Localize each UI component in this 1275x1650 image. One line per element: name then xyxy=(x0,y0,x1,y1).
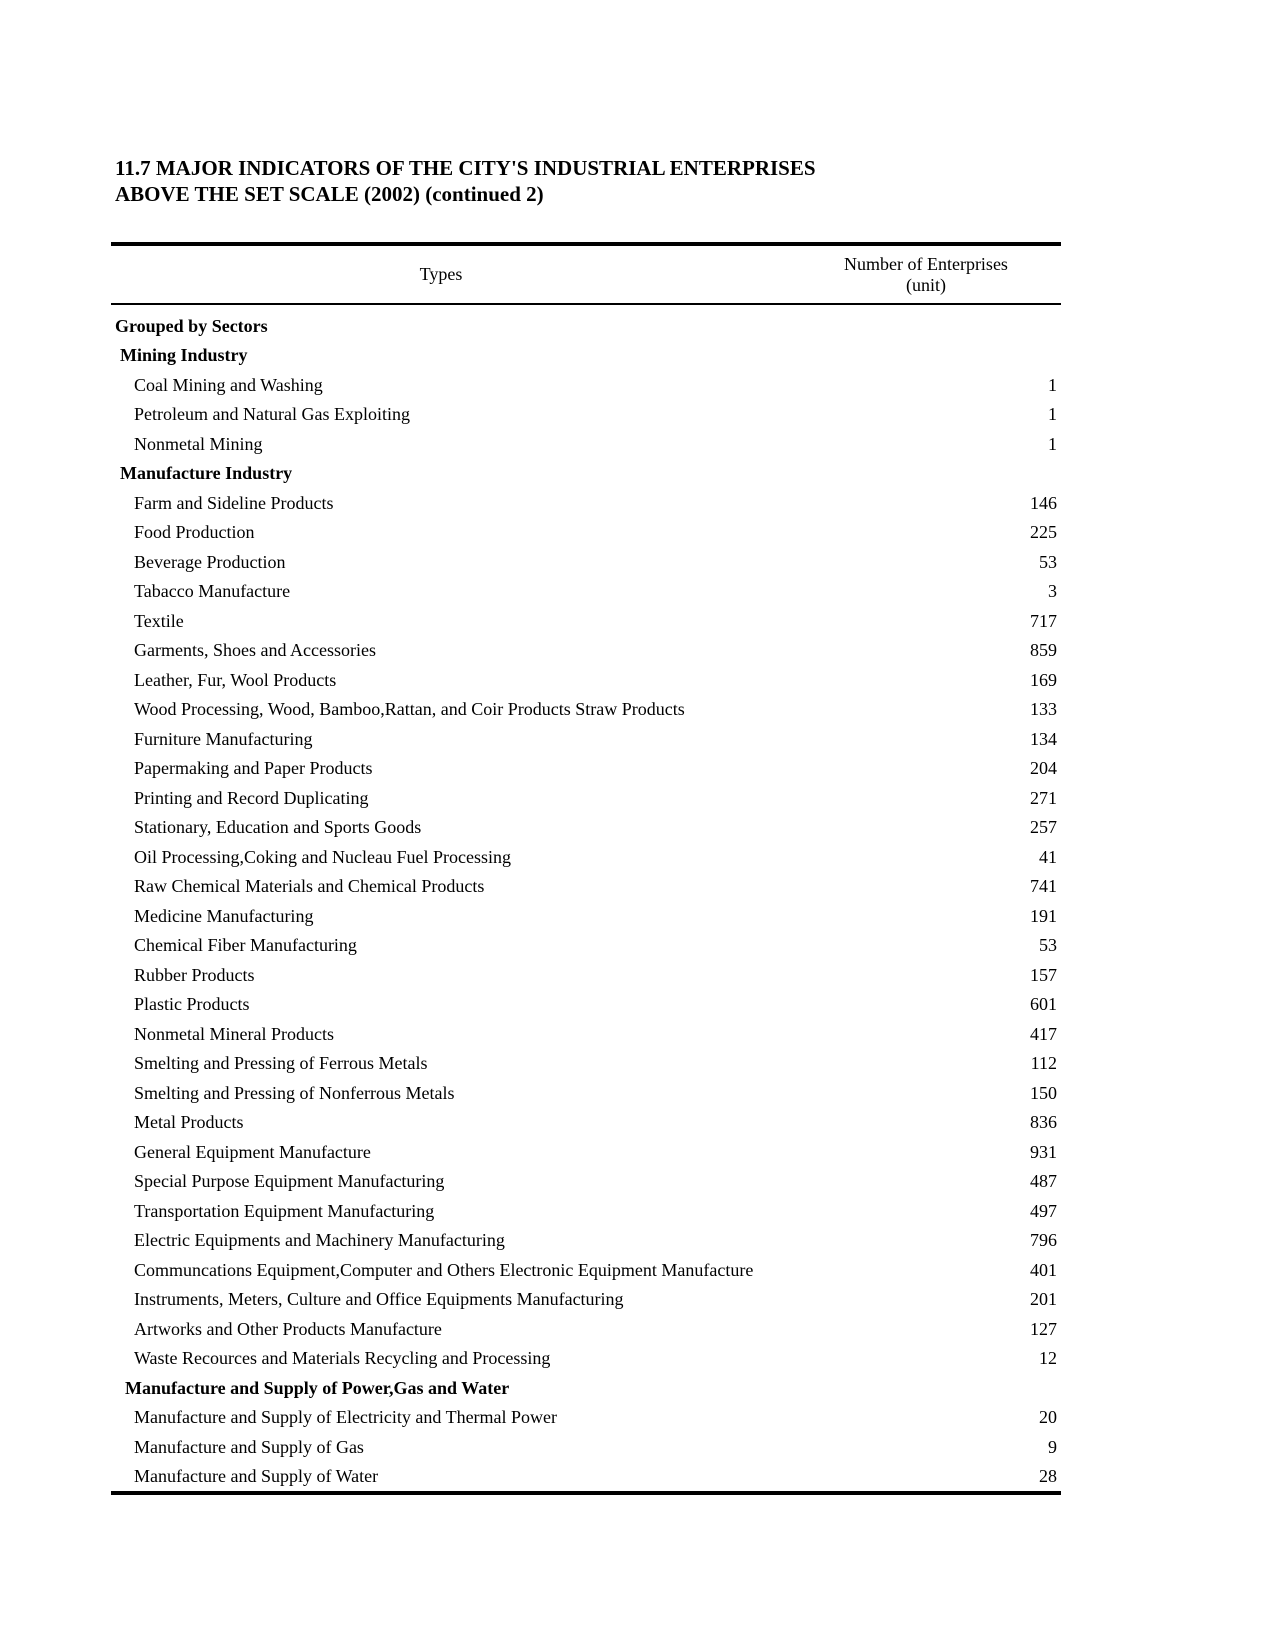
row-type-label: Beverage Production xyxy=(134,551,286,572)
header-number-line-2: (unit) xyxy=(905,274,946,295)
row-type-label: Garments, Shoes and Accessories xyxy=(134,640,376,661)
row-type-label: Coal Mining and Washing xyxy=(134,374,323,395)
row-type-label: Manufacture and Supply of Electricity and Thermal Power xyxy=(134,1407,558,1428)
row-type-label: Manufacture and Supply of Gas xyxy=(134,1436,364,1457)
row-type-label: Waste Recources and Materials Recycling and Processing xyxy=(134,1348,551,1369)
row-type-label: Communcations Equipment,Computer and Others Electronic Equipment Manufacture xyxy=(134,1259,754,1280)
table-row xyxy=(111,547,1061,577)
row-type-label: Smelting and Pressing of Nonferrous Metals xyxy=(134,1082,455,1103)
row-enterprise-count: 271 xyxy=(1030,787,1057,808)
row-enterprise-count: 169 xyxy=(1030,669,1057,690)
row-type-label: Textile xyxy=(134,610,184,631)
row-enterprise-count xyxy=(801,304,1061,341)
row-enterprise-count: 12 xyxy=(1039,1348,1057,1369)
table-row xyxy=(111,1196,1061,1226)
table-row xyxy=(111,370,1061,400)
section-heading: Manufacture and Supply of Power,Gas and Water xyxy=(125,1377,510,1398)
row-enterprise-count: 1 xyxy=(1048,404,1057,425)
table-row xyxy=(111,872,1061,902)
row-type-label: Rubber Products xyxy=(134,964,255,985)
row-enterprise-count: 112 xyxy=(1030,1053,1057,1074)
row-enterprise-count: 20 xyxy=(1039,1407,1057,1428)
row-enterprise-count xyxy=(801,1373,1061,1403)
row-enterprise-count: 191 xyxy=(1030,905,1057,926)
row-enterprise-count: 157 xyxy=(1030,964,1057,985)
row-enterprise-count: 601 xyxy=(1030,994,1057,1015)
row-type-label: Nonmetal Mineral Products xyxy=(134,1023,334,1044)
row-enterprise-count: 28 xyxy=(801,1462,1061,1494)
row-enterprise-count xyxy=(801,459,1061,489)
table-row xyxy=(111,1344,1061,1374)
row-enterprise-count: 204 xyxy=(1030,758,1057,779)
row-type-label: Electric Equipments and Machinery Manufacturing xyxy=(134,1230,505,1251)
table-row xyxy=(111,1255,1061,1285)
table-row xyxy=(111,695,1061,725)
table-row xyxy=(111,606,1061,636)
table-body xyxy=(111,304,1061,1493)
table-header xyxy=(111,244,1061,304)
page-title xyxy=(115,155,816,207)
section-heading: Manufacture Industry xyxy=(120,463,293,484)
row-enterprise-count: 401 xyxy=(1030,1259,1057,1280)
table-row xyxy=(111,901,1061,931)
title-line-1: 11.7 MAJOR INDICATORS OF THE CITY'S INDUSTRIAL ENTERPRISES xyxy=(115,156,816,180)
row-enterprise-count: 859 xyxy=(1030,640,1057,661)
header-types: Types xyxy=(111,244,801,304)
row-type-label: Wood Processing, Wood, Bamboo,Rattan, and Coir Products Straw Products xyxy=(134,699,685,720)
header-row xyxy=(111,244,1061,304)
section-heading: Grouped by Sectors xyxy=(115,315,268,336)
row-enterprise-count: 931 xyxy=(1030,1141,1057,1162)
row-type-label: Medicine Manufacturing xyxy=(134,905,314,926)
row-type-label: Food Production xyxy=(134,522,255,543)
row-enterprise-count: 796 xyxy=(1030,1230,1057,1251)
row-enterprise-count: 3 xyxy=(1048,581,1057,602)
row-type-label: Printing and Record Duplicating xyxy=(134,787,369,808)
section-heading-row xyxy=(111,304,1061,341)
enterprises-table-container xyxy=(111,242,1061,1495)
table-row xyxy=(111,488,1061,518)
table-row xyxy=(111,400,1061,430)
row-enterprise-count: 741 xyxy=(1030,876,1057,897)
row-enterprise-count: 497 xyxy=(1030,1200,1057,1221)
table-row xyxy=(111,1226,1061,1256)
table-row xyxy=(111,665,1061,695)
table-row xyxy=(111,1019,1061,1049)
row-enterprise-count: 41 xyxy=(1039,846,1057,867)
row-enterprise-count: 146 xyxy=(1030,492,1057,513)
row-type-label: Transportation Equipment Manufacturing xyxy=(134,1200,435,1221)
table-row xyxy=(111,990,1061,1020)
row-type-label: General Equipment Manufacture xyxy=(134,1141,371,1162)
table-row xyxy=(111,1432,1061,1462)
row-type-label: Furniture Manufacturing xyxy=(134,728,313,749)
title-line-2: ABOVE THE SET SCALE (2002) (continued 2) xyxy=(115,182,544,206)
row-enterprise-count: 717 xyxy=(1030,610,1057,631)
row-type-label: Special Purpose Equipment Manufacturing xyxy=(134,1171,445,1192)
section-heading-row xyxy=(111,1373,1061,1403)
table-row xyxy=(111,1314,1061,1344)
row-type-label: Manufacture and Supply of Water xyxy=(111,1462,801,1494)
row-type-label: Artworks and Other Products Manufacture xyxy=(134,1318,442,1339)
table-row xyxy=(111,1462,1061,1494)
section-heading-row xyxy=(111,459,1061,489)
header-number-of-enterprises xyxy=(801,244,1061,304)
table-row xyxy=(111,1403,1061,1433)
table-row xyxy=(111,636,1061,666)
table-row xyxy=(111,842,1061,872)
row-enterprise-count: 417 xyxy=(1030,1023,1057,1044)
row-type-label: Plastic Products xyxy=(134,994,250,1015)
row-enterprise-count: 53 xyxy=(1039,935,1057,956)
table-row xyxy=(111,1078,1061,1108)
row-enterprise-count: 9 xyxy=(1048,1436,1057,1457)
row-enterprise-count: 487 xyxy=(1030,1171,1057,1192)
table-row xyxy=(111,754,1061,784)
table-row xyxy=(111,577,1061,607)
row-type-label: Petroleum and Natural Gas Exploiting xyxy=(134,404,410,425)
row-type-label: Farm and Sideline Products xyxy=(134,492,334,513)
row-enterprise-count: 257 xyxy=(1030,817,1057,838)
table-row xyxy=(111,1049,1061,1079)
row-enterprise-count: 150 xyxy=(1030,1082,1057,1103)
header-number-line-1: Number of Enterprises xyxy=(843,253,1008,274)
table-row xyxy=(111,1137,1061,1167)
table-row xyxy=(111,1285,1061,1315)
table-row xyxy=(111,724,1061,754)
row-enterprise-count: 836 xyxy=(1030,1112,1057,1133)
row-enterprise-count: 53 xyxy=(1039,551,1057,572)
row-type-label: Metal Products xyxy=(134,1112,244,1133)
row-enterprise-count: 201 xyxy=(1030,1289,1057,1310)
table-row xyxy=(111,783,1061,813)
row-enterprise-count: 1 xyxy=(1048,433,1057,454)
row-type-label: Instruments, Meters, Culture and Office Equipments Manufacturing xyxy=(134,1289,624,1310)
row-enterprise-count xyxy=(801,341,1061,371)
row-type-label: Stationary, Education and Sports Goods xyxy=(134,817,422,838)
row-type-label: Oil Processing,Coking and Nucleau Fuel Processing xyxy=(134,846,511,867)
table-row xyxy=(111,1108,1061,1138)
table-row xyxy=(111,429,1061,459)
enterprises-table xyxy=(111,242,1061,1495)
row-enterprise-count: 127 xyxy=(1030,1318,1057,1339)
row-type-label: Smelting and Pressing of Ferrous Metals xyxy=(134,1053,428,1074)
row-enterprise-count: 134 xyxy=(1030,728,1057,749)
table-row xyxy=(111,931,1061,961)
row-type-label: Leather, Fur, Wool Products xyxy=(134,669,337,690)
row-type-label: Raw Chemical Materials and Chemical Products xyxy=(134,876,485,897)
table-row xyxy=(111,518,1061,548)
row-type-label: Papermaking and Paper Products xyxy=(134,758,373,779)
row-enterprise-count: 133 xyxy=(1030,699,1057,720)
table-row xyxy=(111,813,1061,843)
row-type-label: Chemical Fiber Manufacturing xyxy=(134,935,357,956)
row-enterprise-count: 225 xyxy=(1030,522,1057,543)
row-enterprise-count: 1 xyxy=(1048,374,1057,395)
section-heading-row xyxy=(111,341,1061,371)
table-row xyxy=(111,960,1061,990)
section-heading: Mining Industry xyxy=(120,345,248,366)
row-type-label: Nonmetal Mining xyxy=(134,433,263,454)
row-type-label: Tabacco Manufacture xyxy=(134,581,291,602)
table-row xyxy=(111,1167,1061,1197)
